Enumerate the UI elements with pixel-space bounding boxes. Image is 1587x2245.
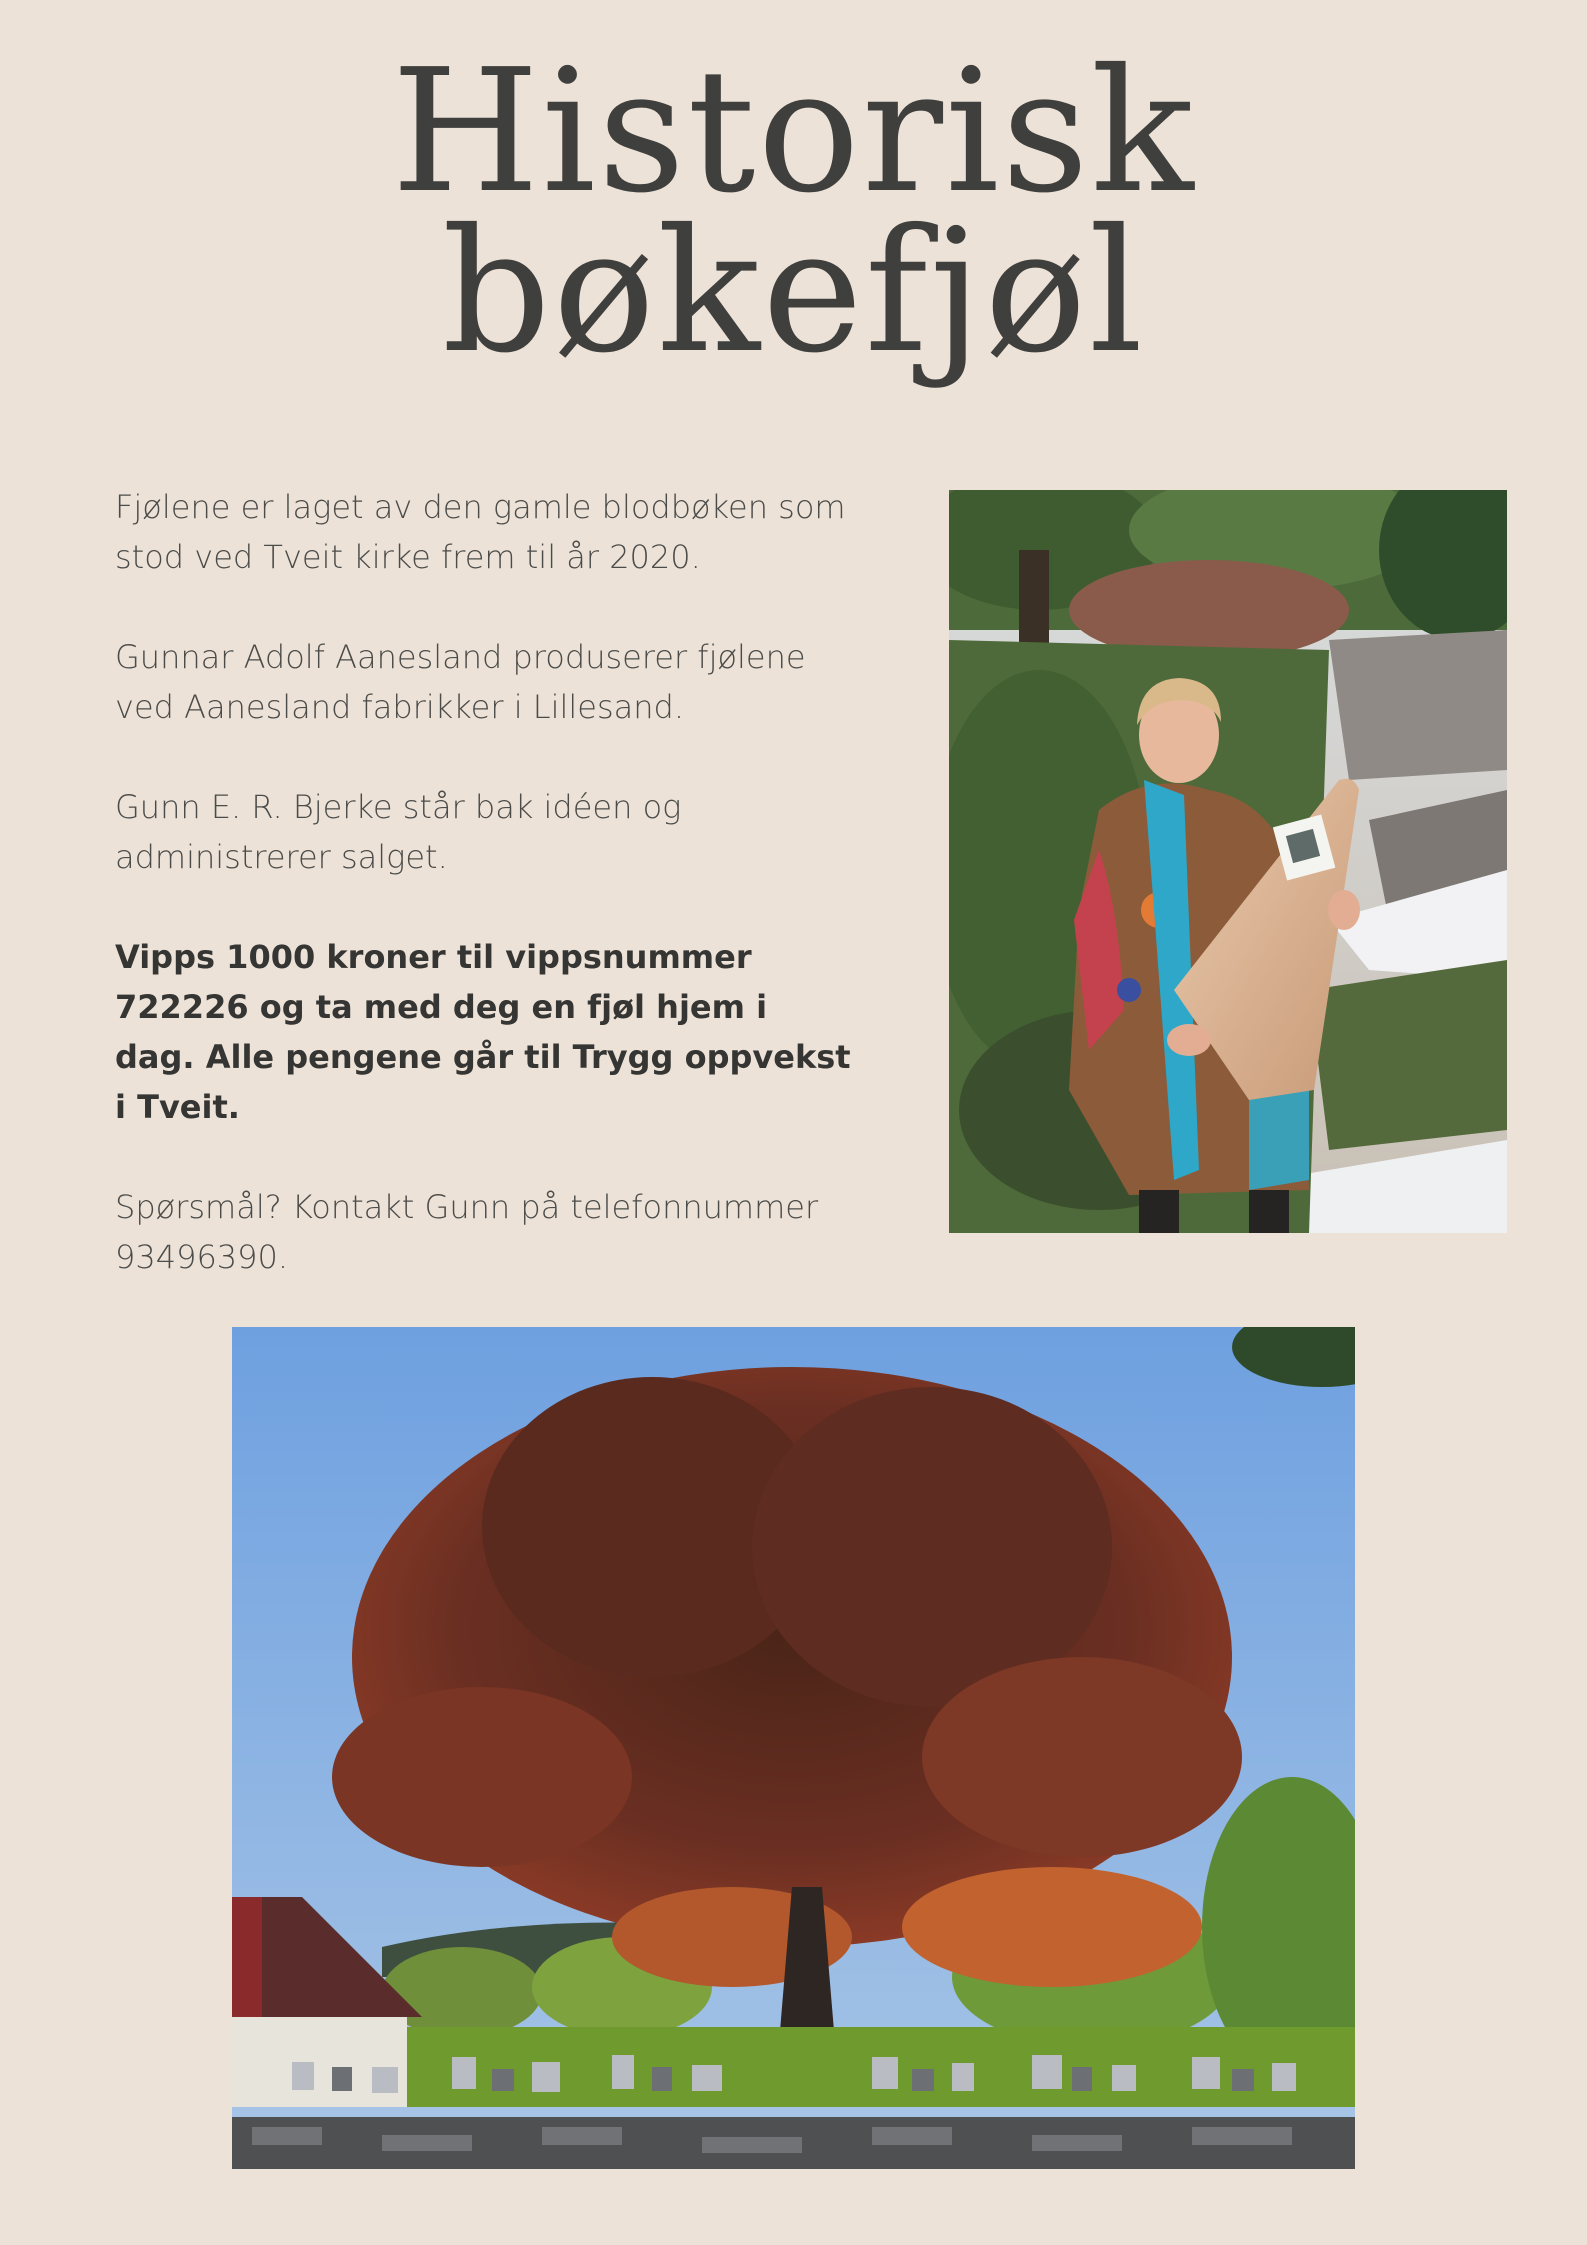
paragraph-contact: Spørsmål? Kontakt Gunn på telefonnummer 93496390. [115,1188,819,1276]
paragraph-vipps-offer: Vipps 1000 kroner til vippsnummer 722226 og ta med deg en fjøl hjem i dag. Alle pengene går til Trygg oppvekst i Tveit. [115,938,851,1126]
page-title [0,33,1587,391]
title-line-1: Historisk [391,33,1196,231]
photo-beech-tree-churchyard [232,1327,1355,2169]
paragraph-producer: Gunnar Adolf Aanesland produserer fjølene ved Aanesland fabrikker i Lillesand. [115,638,806,726]
text-column [115,482,855,1332]
photo-woman-with-board [949,490,1507,1233]
paragraph-origin: Fjølene er laget av den gamle blodbøken som stod ved Tveit kirke frem til år 2020. [115,488,846,576]
title-line-2: bøkefjøl [441,193,1146,391]
paragraph-organizer: Gunn E. R. Bjerke står bak idéen og administrerer salget. [115,788,682,876]
